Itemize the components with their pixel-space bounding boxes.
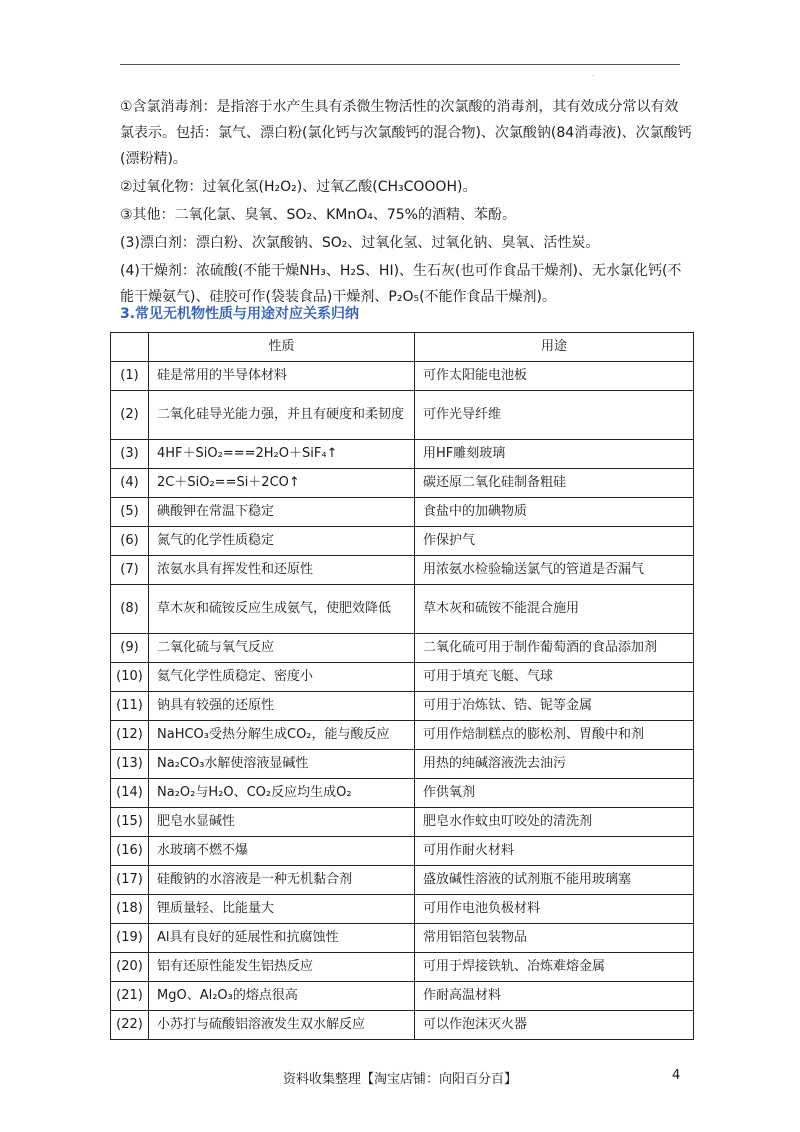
row-number: (18): [111, 895, 149, 924]
row-number: (22): [111, 1011, 149, 1040]
table-row: [111, 750, 694, 779]
paragraph-chlorine-disinfectant: ①含氯消毒剂：是指溶于水产生具有杀微生物活性的次氯酸的消毒剂，其有效成分常以有效氯表示。包括：氯气、漂白粉(氯化钙与次氯酸钙的混合物)、次氯酸钠(84消毒液)、次氯酸钙(漂粉精)。: [120, 99, 692, 167]
row-property: 2C＋SiO₂==Si＋2CO↑: [149, 469, 415, 498]
row-number: (5): [111, 498, 149, 527]
row-use: 用热的纯碱溶液洗去油污: [415, 750, 694, 779]
row-use: 可以作泡沫灭火器: [415, 1011, 694, 1040]
row-property: NaHCO₃受热分解生成CO₂，能与酸反应: [149, 721, 415, 750]
header-mark: .: [592, 70, 595, 78]
table-row: [111, 924, 694, 953]
row-property: 小苏打与硫酸铝溶液发生双水解反应: [149, 1011, 415, 1040]
row-property: Na₂CO₃水解使溶液显碱性: [149, 750, 415, 779]
row-property: Al具有良好的延展性和抗腐蚀性: [149, 924, 415, 953]
page-number: 4: [672, 1068, 681, 1083]
row-number: (6): [111, 527, 149, 556]
row-number: (14): [111, 779, 149, 808]
row-use: 二氧化硫可用于制作葡萄酒的食品添加剂: [415, 634, 694, 663]
property-use-table: [110, 332, 694, 1040]
row-number: (15): [111, 808, 149, 837]
row-number: (2): [111, 391, 149, 440]
row-number: (3): [111, 440, 149, 469]
table-row: [111, 391, 694, 440]
row-property: 二氧化硅导光能力强，并且有硬度和柔韧度: [149, 391, 415, 440]
row-use: 用HF雕刻玻璃: [415, 440, 694, 469]
row-use: 盛放碱性溶液的试剂瓶不能用玻璃塞: [415, 866, 694, 895]
row-use: 作耐高温材料: [415, 982, 694, 1011]
row-number: (1): [111, 362, 149, 391]
row-number: (19): [111, 924, 149, 953]
paragraph-desiccants: (4)干燥剂：浓硫酸(不能干燥NH₃、H₂S、HI)、生石灰(也可作食品干燥剂)、无水氯化钙(不能干燥氨气)、硅胶可作(袋装食品)干燥剂、P₂O₅(不能作食品干燥剂)。: [120, 263, 682, 305]
row-property: 浓氨水具有挥发性和还原性: [149, 556, 415, 585]
table-row: [111, 469, 694, 498]
row-number: (11): [111, 692, 149, 721]
row-number: (20): [111, 953, 149, 982]
table-row: [111, 866, 694, 895]
row-use: 食盐中的加碘物质: [415, 498, 694, 527]
row-number: (12): [111, 721, 149, 750]
row-number: (21): [111, 982, 149, 1011]
table-row: [111, 585, 694, 634]
section-title: 3.常见无机物性质与用途对应关系归纳: [120, 306, 360, 322]
header-number: [111, 333, 149, 362]
row-use: 可用于填充飞艇、气球: [415, 663, 694, 692]
row-property: 碘酸钾在常温下稳定: [149, 498, 415, 527]
row-property: 肥皂水显碱性: [149, 808, 415, 837]
row-use: 草木灰和硫铵不能混合施用: [415, 585, 694, 634]
table-row: [111, 808, 694, 837]
row-number: (13): [111, 750, 149, 779]
row-number: (4): [111, 469, 149, 498]
row-use: 可用于冶炼钛、锆、铌等金属: [415, 692, 694, 721]
table-row: [111, 498, 694, 527]
table-row: [111, 634, 694, 663]
row-property: 草木灰和硫铵反应生成氨气，使肥效降低: [149, 585, 415, 634]
row-use: 可用作电池负极材料: [415, 895, 694, 924]
table-body: [111, 362, 694, 1040]
row-use: 可作光导纤维: [415, 391, 694, 440]
row-use: 肥皂水作蚊虫叮咬处的清洗剂: [415, 808, 694, 837]
row-property: 硅是常用的半导体材料: [149, 362, 415, 391]
row-use: 用浓氨水检验输送氯气的管道是否漏气: [415, 556, 694, 585]
row-use: 可用作焙制糕点的膨松剂、胃酸中和剂: [415, 721, 694, 750]
paragraph-bleaching-agents: (3)漂白剂：漂白粉、次氯酸钠、SO₂、过氧化氢、过氧化钠、臭氧、活性炭。: [120, 235, 600, 251]
row-use: 可作太阳能电池板: [415, 362, 694, 391]
row-number: (7): [111, 556, 149, 585]
table-row: [111, 1011, 694, 1040]
row-property: 铝有还原性能发生铝热反应: [149, 953, 415, 982]
table-row: [111, 692, 694, 721]
row-number: (8): [111, 585, 149, 634]
row-property: 锂质量轻、比能量大: [149, 895, 415, 924]
row-number: (9): [111, 634, 149, 663]
body-text: [120, 94, 692, 310]
header-rule: [120, 64, 680, 65]
table-row: [111, 721, 694, 750]
row-property: 硅酸钠的水溶液是一种无机黏合剂: [149, 866, 415, 895]
row-property: 4HF＋SiO₂===2H₂O＋SiF₄↑: [149, 440, 415, 469]
paragraph-other-disinfectants: ③其他：二氧化氯、臭氧、SO₂、KMnO₄、75%的酒精、苯酚。: [120, 207, 516, 223]
header-use: 用途: [415, 333, 694, 362]
row-number: (10): [111, 663, 149, 692]
table-row: [111, 440, 694, 469]
row-property: 水玻璃不燃不爆: [149, 837, 415, 866]
row-number: (16): [111, 837, 149, 866]
table-row: [111, 556, 694, 585]
row-use: 可用于焊接铁轨、冶炼难熔金属: [415, 953, 694, 982]
row-use: 常用铝箔包装物品: [415, 924, 694, 953]
row-property: 钠具有较强的还原性: [149, 692, 415, 721]
row-use: 作供氧剂: [415, 779, 694, 808]
table-row: [111, 779, 694, 808]
table-row: [111, 953, 694, 982]
table-row: [111, 362, 694, 391]
table-row: [111, 895, 694, 924]
row-use: 可用作耐火材料: [415, 837, 694, 866]
table-row: [111, 663, 694, 692]
row-property: 氦气化学性质稳定、密度小: [149, 663, 415, 692]
table-row: [111, 527, 694, 556]
row-property: 二氧化硫与氧气反应: [149, 634, 415, 663]
paragraph-peroxides: ②过氧化物：过氧化氢(H₂O₂)、过氧乙酸(CH₃COOOH)。: [120, 179, 477, 195]
table-row: [111, 837, 694, 866]
row-number: (17): [111, 866, 149, 895]
row-use: 作保护气: [415, 527, 694, 556]
footer-text: 资料收集整理【淘宝店铺：向阳百分百】: [282, 1072, 517, 1087]
header-property: 性质: [149, 333, 415, 362]
row-property: 氮气的化学性质稳定: [149, 527, 415, 556]
table-header-row: [111, 333, 694, 362]
row-use: 碳还原二氧化硅制备粗硅: [415, 469, 694, 498]
table-row: [111, 982, 694, 1011]
row-property: MgO、Al₂O₃的熔点很高: [149, 982, 415, 1011]
row-property: Na₂O₂与H₂O、CO₂反应均生成O₂: [149, 779, 415, 808]
